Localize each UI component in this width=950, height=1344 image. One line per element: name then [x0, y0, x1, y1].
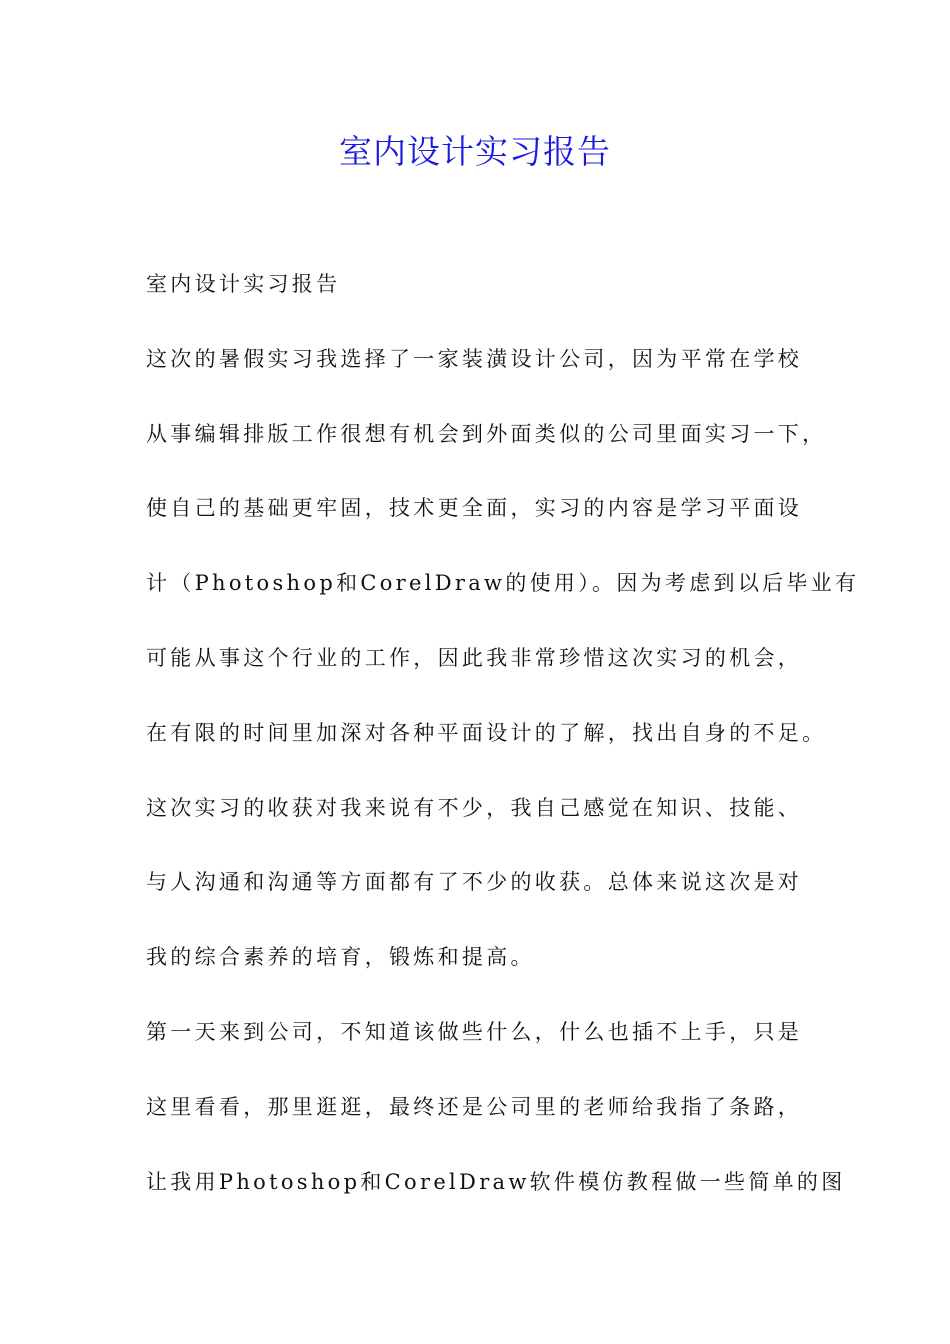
document-title: 室内设计实习报告 [339, 132, 611, 171]
body-line: 第一天来到公司，不知道该做些什么，什么也插不上手，只是 [146, 1019, 803, 1044]
body-line: 在有限的时间里加深对各种平面设计的了解，找出自身的不足。 [146, 720, 827, 745]
body-line: 与人沟通和沟通等方面都有了不少的收获。总体来说这次是对 [146, 870, 803, 895]
document-body [146, 262, 860, 1234]
body-line: 我的综合素养的培育，锻炼和提高。 [146, 945, 535, 970]
body-line: 这次实习的收获对我来说有不少，我自己感觉在知识、技能、 [146, 795, 803, 820]
body-line: 这次的暑假实习我选择了一家装潢设计公司，因为平常在学校 [146, 346, 803, 371]
body-line: 让我用Photoshop和CorelDraw软件模仿教程做一些简单的图 [146, 1169, 846, 1194]
body-line: 使自己的基础更牢固，技术更全面，实习的内容是学习平面设 [146, 496, 803, 521]
body-line: 室内设计实习报告 [146, 272, 341, 296]
body-line: 从事编辑排版工作很想有机会到外面类似的公司里面实习一下， [146, 421, 827, 446]
body-line: 计（Photoshop和CorelDraw的使用）。因为考虑到以后毕业有 [146, 571, 860, 596]
body-line: 这里看看，那里逛逛，最终还是公司里的老师给我指了条路， [146, 1094, 803, 1119]
body-line: 可能从事这个行业的工作，因此我非常珍惜这次实习的机会， [146, 645, 803, 670]
